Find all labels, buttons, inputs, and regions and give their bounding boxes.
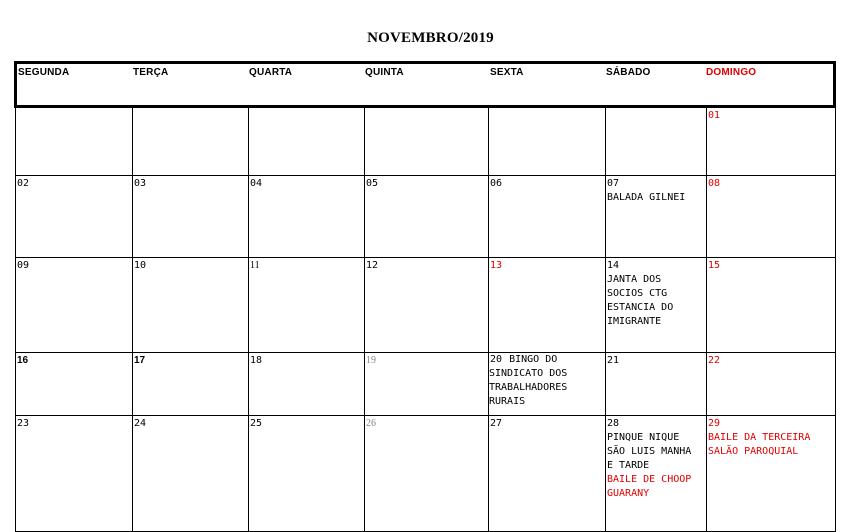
day-number: 11: [250, 260, 260, 271]
day-number: 26: [366, 418, 376, 429]
day-number: 06: [490, 178, 503, 189]
day-number: 05: [366, 178, 379, 189]
day-cell: [249, 108, 365, 176]
week-row: [16, 416, 836, 532]
day-cell: [606, 258, 707, 353]
day-cell: [133, 176, 249, 258]
week-row: [16, 176, 836, 258]
calendar-grid: [15, 107, 836, 532]
day-number: 09: [17, 260, 30, 271]
week-row: [16, 353, 836, 416]
day-number: 22: [708, 355, 721, 366]
day-number: 27: [490, 418, 503, 429]
day-cell: [489, 176, 606, 258]
day-cell: [489, 108, 606, 176]
day-number: 04: [250, 178, 263, 189]
day-cell: [365, 353, 489, 416]
day-cell: [16, 176, 133, 258]
day-cell: [606, 353, 707, 416]
day-number: 10: [134, 260, 147, 271]
event-text: BALADA GILNEI: [607, 192, 686, 203]
weekday-header: [14, 61, 836, 108]
day-cell: [16, 353, 133, 416]
day-cell: [365, 108, 489, 176]
weekday-thursday: QUINTA: [365, 67, 404, 78]
day-number: 29: [708, 418, 721, 429]
day-cell: [16, 258, 133, 353]
day-cell: [606, 108, 707, 176]
day-cell: [249, 353, 365, 416]
day-cell: [489, 416, 606, 532]
event-text: PINQUE NIQUE SÃO LUIS MANHA E TARDE: [607, 432, 692, 471]
day-cell: [133, 108, 249, 176]
day-cell: [16, 108, 133, 176]
week-row: [16, 258, 836, 353]
day-cell: [249, 258, 365, 353]
day-number: 21: [607, 355, 620, 366]
day-cell: [365, 416, 489, 532]
day-number: 18: [250, 355, 263, 366]
day-cell: [133, 416, 249, 532]
day-cell: [365, 258, 489, 353]
day-cell: [365, 176, 489, 258]
day-cell: [249, 176, 365, 258]
week-row: [16, 108, 836, 176]
day-number: 03: [134, 178, 147, 189]
day-number: 07: [607, 178, 620, 189]
day-number: 02: [17, 178, 30, 189]
day-cell: [16, 416, 133, 532]
day-number: 28: [607, 418, 620, 429]
page-title: NOVEMBRO/2019: [367, 30, 494, 46]
event-text: JANTA DOS SOCIOS CTG ESTANCIA DO IMIGRANTE: [607, 274, 674, 327]
weekday-saturday: SÁBADO: [606, 67, 651, 78]
day-cell: [707, 416, 836, 532]
weekday-wednesday: QUARTA: [249, 67, 293, 78]
day-cell: [606, 176, 707, 258]
day-number: 14: [607, 260, 620, 271]
day-number: 24: [134, 418, 147, 429]
day-number: 25: [250, 418, 263, 429]
day-cell: [133, 353, 249, 416]
day-number: 08: [708, 178, 721, 189]
day-cell: [133, 258, 249, 353]
day-number: 12: [366, 260, 379, 271]
day-cell: [249, 416, 365, 532]
day-cell: [707, 258, 836, 353]
day-number: 23: [17, 418, 30, 429]
day-cell: [489, 353, 606, 416]
day-number: 15: [708, 260, 721, 271]
day-number: 20: [490, 354, 503, 365]
day-cell: [489, 258, 606, 353]
day-cell: [707, 176, 836, 258]
event-text: BINGO DO SINDICATO DOS TRABALHADORES RURAIS: [489, 354, 568, 407]
weekday-monday: SEGUNDA: [18, 67, 70, 78]
day-number: 13: [490, 260, 503, 271]
day-number: 01: [708, 110, 721, 121]
weekday-friday: SEXTA: [490, 67, 524, 78]
day-number: 16: [17, 355, 29, 366]
day-cell: [707, 353, 836, 416]
event-text: BAILE DE CHOOP GUARANY: [607, 474, 692, 499]
day-number: 19: [366, 355, 376, 366]
weekday-sunday: DOMINGO: [706, 67, 757, 78]
day-cell: [707, 108, 836, 176]
event-text: BAILE DA TERCEIRA SALÃO PAROQUIAL: [708, 432, 811, 457]
day-number: 17: [134, 355, 146, 366]
day-cell: [606, 416, 707, 532]
weekday-tuesday: TERÇA: [133, 67, 169, 78]
